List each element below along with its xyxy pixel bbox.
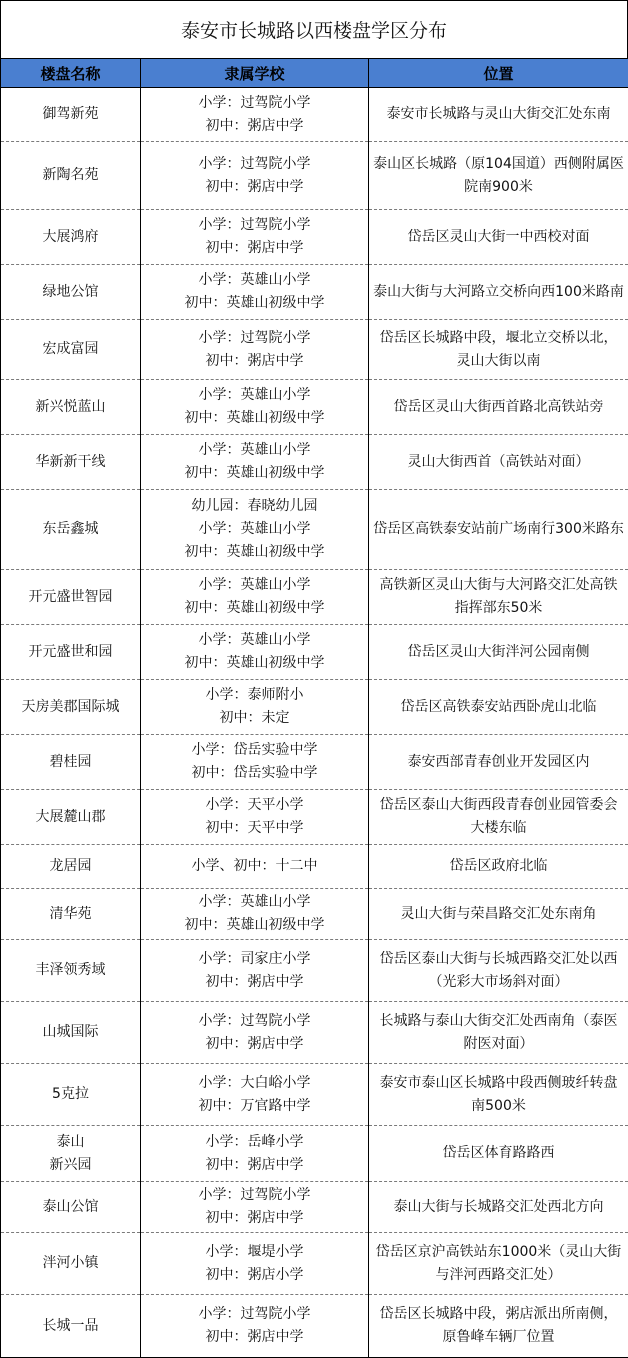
location-text: 泰山区长城路（原104国道）西侧附属医院南900米 bbox=[373, 153, 624, 199]
property-name-cell bbox=[1, 320, 141, 380]
location-text: 岱岳区灵山大街一中西校对面 bbox=[373, 226, 624, 249]
property-name: 山城国际 bbox=[5, 1021, 136, 1044]
school-cell bbox=[141, 889, 369, 940]
school-line: 小学：岳峰小学 bbox=[145, 1131, 364, 1154]
school-cell bbox=[141, 1002, 369, 1064]
school-line: 初中：粥店中学 bbox=[145, 971, 364, 994]
school-line: 初中：粥店中学 bbox=[145, 115, 364, 138]
school-cell bbox=[141, 1233, 369, 1295]
location-cell bbox=[369, 1002, 628, 1064]
property-name: 大展麓山郡 bbox=[5, 806, 136, 829]
school-line: 小学：天平小学 bbox=[145, 794, 364, 817]
location-cell bbox=[369, 142, 628, 210]
school-cell bbox=[141, 320, 369, 380]
property-name: 开元盛世和园 bbox=[5, 641, 136, 664]
location-text: 泰安市泰山区长城路中段西侧玻纤转盘南500米 bbox=[373, 1072, 624, 1118]
school-line: 初中：英雄山初级中学 bbox=[145, 652, 364, 675]
location-cell bbox=[369, 790, 628, 845]
school-cell bbox=[141, 570, 369, 625]
table-body bbox=[1, 88, 628, 1358]
property-name-cell bbox=[1, 1182, 141, 1233]
school-cell bbox=[141, 210, 369, 265]
property-name: 新兴悦蓝山 bbox=[5, 396, 136, 419]
table-row bbox=[1, 940, 628, 1002]
property-name-cell bbox=[1, 380, 141, 435]
table-row bbox=[1, 265, 628, 320]
property-name-cell bbox=[1, 490, 141, 570]
header-row bbox=[1, 59, 628, 88]
school-cell bbox=[141, 1295, 369, 1358]
school-cell bbox=[141, 1182, 369, 1233]
property-name-cell bbox=[1, 1064, 141, 1126]
location-cell bbox=[369, 265, 628, 320]
property-name: 绿地公馆 bbox=[5, 281, 136, 304]
school-line: 小学：英雄山小学 bbox=[145, 518, 364, 541]
property-name-cell bbox=[1, 265, 141, 320]
school-cell bbox=[141, 380, 369, 435]
school-line: 小学：英雄山小学 bbox=[145, 891, 364, 914]
location-cell bbox=[369, 490, 628, 570]
school-line: 初中：英雄山初级中学 bbox=[145, 407, 364, 430]
property-name-cell bbox=[1, 435, 141, 490]
school-line: 初中：岱岳实验中学 bbox=[145, 762, 364, 785]
school-line: 小学：过驾院小学 bbox=[145, 214, 364, 237]
location-text: 长城路与泰山大街交汇处西南角（泰医附医对面） bbox=[373, 1010, 624, 1056]
location-cell bbox=[369, 320, 628, 380]
location-cell bbox=[369, 1233, 628, 1295]
property-name-cell bbox=[1, 1295, 141, 1358]
location-text: 岱岳区泰山大街与长城西路交汇处以西（光彩大市场斜对面） bbox=[373, 948, 624, 994]
school-cell bbox=[141, 625, 369, 680]
table-row bbox=[1, 1182, 628, 1233]
property-name-cell bbox=[1, 845, 141, 889]
property-name-cell bbox=[1, 1126, 141, 1182]
school-line: 小学：堰堤小学 bbox=[145, 1241, 364, 1264]
table-row bbox=[1, 1002, 628, 1064]
location-text: 灵山大街西首（高铁站对面） bbox=[373, 451, 624, 474]
location-cell bbox=[369, 680, 628, 735]
table-row bbox=[1, 142, 628, 210]
location-text: 泰安市长城路与灵山大街交汇处东南 bbox=[373, 103, 624, 126]
table-row bbox=[1, 210, 628, 265]
header-location: 位置 bbox=[369, 59, 628, 88]
school-line: 小学：过驾院小学 bbox=[145, 327, 364, 350]
property-name: 碧桂园 bbox=[5, 751, 136, 774]
property-name-cell bbox=[1, 88, 141, 142]
location-text: 岱岳区长城路中段，粥店派出所南侧，原鲁峰车辆厂位置 bbox=[373, 1303, 624, 1349]
table-row bbox=[1, 570, 628, 625]
school-cell bbox=[141, 735, 369, 790]
property-name-cell bbox=[1, 735, 141, 790]
school-line: 幼儿园：春晓幼儿园 bbox=[145, 495, 364, 518]
property-name-cell bbox=[1, 889, 141, 940]
school-line: 初中：未定 bbox=[145, 707, 364, 730]
school-cell bbox=[141, 680, 369, 735]
header-school: 隶属学校 bbox=[141, 59, 369, 88]
school-line: 小学：英雄山小学 bbox=[145, 439, 364, 462]
school-line: 小学：岱岳实验中学 bbox=[145, 739, 364, 762]
property-name: 大展鸿府 bbox=[5, 226, 136, 249]
table-row bbox=[1, 1126, 628, 1182]
school-line: 初中：粥店中学 bbox=[145, 1326, 364, 1349]
property-name: 长城一品 bbox=[5, 1315, 136, 1338]
property-name-cell bbox=[1, 570, 141, 625]
school-line: 小学：英雄山小学 bbox=[145, 574, 364, 597]
school-line: 小学：司家庄小学 bbox=[145, 948, 364, 971]
location-cell bbox=[369, 380, 628, 435]
location-cell bbox=[369, 1295, 628, 1358]
property-name-cell bbox=[1, 1233, 141, 1295]
table-row bbox=[1, 435, 628, 490]
header-property-name: 楼盘名称 bbox=[1, 59, 141, 88]
school-line: 初中：英雄山初级中学 bbox=[145, 292, 364, 315]
location-text: 岱岳区灵山大街西首路北高铁站旁 bbox=[373, 396, 624, 419]
property-name: 新兴园 bbox=[5, 1154, 136, 1177]
school-line: 初中：英雄山初级中学 bbox=[145, 541, 364, 564]
property-name-cell bbox=[1, 680, 141, 735]
school-line: 小学：过驾院小学 bbox=[145, 1303, 364, 1326]
school-line: 小学：过驾院小学 bbox=[145, 1184, 364, 1207]
school-line: 初中：粥店小学 bbox=[145, 1264, 364, 1287]
location-text: 岱岳区政府北临 bbox=[373, 855, 624, 878]
property-name: 新陶名苑 bbox=[5, 164, 136, 187]
property-name: 泮河小镇 bbox=[5, 1252, 136, 1275]
location-text: 岱岳区京沪高铁站东1000米（灵山大街与泮河西路交汇处） bbox=[373, 1241, 624, 1287]
school-line: 小学：英雄山小学 bbox=[145, 629, 364, 652]
school-line: 初中：英雄山初级中学 bbox=[145, 597, 364, 620]
school-line: 小学：英雄山小学 bbox=[145, 269, 364, 292]
property-name-cell bbox=[1, 790, 141, 845]
location-text: 岱岳区体育路路西 bbox=[373, 1142, 624, 1165]
school-cell bbox=[141, 265, 369, 320]
location-cell bbox=[369, 845, 628, 889]
school-line: 初中：万官路中学 bbox=[145, 1095, 364, 1118]
location-text: 岱岳区长城路中段，堰北立交桥以北，灵山大街以南 bbox=[373, 327, 624, 373]
table-row bbox=[1, 490, 628, 570]
table-row bbox=[1, 845, 628, 889]
school-line: 初中：英雄山初级中学 bbox=[145, 462, 364, 485]
school-cell bbox=[141, 940, 369, 1002]
location-cell bbox=[369, 210, 628, 265]
school-cell bbox=[141, 88, 369, 142]
property-name-cell bbox=[1, 1002, 141, 1064]
property-name: 开元盛世智园 bbox=[5, 586, 136, 609]
school-cell bbox=[141, 1126, 369, 1182]
table-row bbox=[1, 889, 628, 940]
location-cell bbox=[369, 435, 628, 490]
school-line: 小学：过驾院小学 bbox=[145, 92, 364, 115]
school-line: 初中：粥店中学 bbox=[145, 1154, 364, 1177]
table-row bbox=[1, 625, 628, 680]
school-cell bbox=[141, 790, 369, 845]
table-row bbox=[1, 735, 628, 790]
table-row bbox=[1, 88, 628, 142]
property-name-cell bbox=[1, 625, 141, 680]
location-text: 灵山大街与荣昌路交汇处东南角 bbox=[373, 903, 624, 926]
property-name-cell bbox=[1, 940, 141, 1002]
property-name: 泰山 bbox=[5, 1131, 136, 1154]
school-line: 小学：过驾院小学 bbox=[145, 153, 364, 176]
school-line: 初中：天平中学 bbox=[145, 817, 364, 840]
property-name: 华新新干线 bbox=[5, 451, 136, 474]
school-line: 初中：粥店中学 bbox=[145, 237, 364, 260]
school-district-table bbox=[0, 58, 628, 1358]
school-line: 初中：英雄山初级中学 bbox=[145, 914, 364, 937]
table-row bbox=[1, 1295, 628, 1358]
location-text: 岱岳区高铁泰安站前广场南行300米路东 bbox=[373, 518, 624, 541]
location-text: 泰山大街与长城路交汇处西北方向 bbox=[373, 1196, 624, 1219]
location-cell bbox=[369, 625, 628, 680]
property-name: 龙居园 bbox=[5, 855, 136, 878]
location-cell bbox=[369, 1182, 628, 1233]
table-row bbox=[1, 680, 628, 735]
location-text: 泰山大街与大河路立交桥向西100米路南 bbox=[373, 281, 624, 304]
property-name: 泰山公馆 bbox=[5, 1196, 136, 1219]
school-line: 初中：粥店中学 bbox=[145, 1033, 364, 1056]
property-name-cell bbox=[1, 142, 141, 210]
table-row bbox=[1, 320, 628, 380]
sheet-title: 泰安市长城路以西楼盘学区分布 bbox=[0, 0, 628, 58]
location-cell bbox=[369, 570, 628, 625]
school-cell bbox=[141, 1064, 369, 1126]
school-line: 初中：粥店中学 bbox=[145, 350, 364, 373]
table-row bbox=[1, 1064, 628, 1126]
location-cell bbox=[369, 735, 628, 790]
school-cell bbox=[141, 435, 369, 490]
property-name: 丰泽领秀域 bbox=[5, 959, 136, 982]
location-cell bbox=[369, 1126, 628, 1182]
table-row bbox=[1, 380, 628, 435]
location-text: 高铁新区灵山大街与大河路交汇处高铁指挥部东50米 bbox=[373, 574, 624, 620]
location-text: 岱岳区泰山大街西段青春创业园管委会大楼东临 bbox=[373, 794, 624, 840]
school-cell bbox=[141, 490, 369, 570]
school-cell bbox=[141, 142, 369, 210]
location-cell bbox=[369, 88, 628, 142]
property-name: 清华苑 bbox=[5, 903, 136, 926]
location-text: 泰安西部青春创业开发园区内 bbox=[373, 751, 624, 774]
table-row bbox=[1, 790, 628, 845]
school-cell bbox=[141, 845, 369, 889]
property-name: 御驾新苑 bbox=[5, 103, 136, 126]
property-name: 天房美郡国际城 bbox=[5, 696, 136, 719]
location-text: 岱岳区灵山大街泮河公园南侧 bbox=[373, 641, 624, 664]
table-row bbox=[1, 1233, 628, 1295]
property-name-cell bbox=[1, 210, 141, 265]
location-cell bbox=[369, 940, 628, 1002]
property-name: 东岳鑫城 bbox=[5, 518, 136, 541]
property-name: 宏成富园 bbox=[5, 338, 136, 361]
school-line: 初中：粥店中学 bbox=[145, 176, 364, 199]
school-line: 小学：大白峪小学 bbox=[145, 1072, 364, 1095]
location-cell bbox=[369, 1064, 628, 1126]
school-line: 小学：泰师附小 bbox=[145, 684, 364, 707]
location-text: 岱岳区高铁泰安站西卧虎山北临 bbox=[373, 696, 624, 719]
location-cell bbox=[369, 889, 628, 940]
school-line: 初中：粥店中学 bbox=[145, 1207, 364, 1230]
school-line: 小学：过驾院小学 bbox=[145, 1010, 364, 1033]
school-line: 小学：英雄山小学 bbox=[145, 384, 364, 407]
school-line: 小学、初中：十二中 bbox=[145, 855, 364, 878]
property-name: 5克拉 bbox=[5, 1083, 136, 1106]
